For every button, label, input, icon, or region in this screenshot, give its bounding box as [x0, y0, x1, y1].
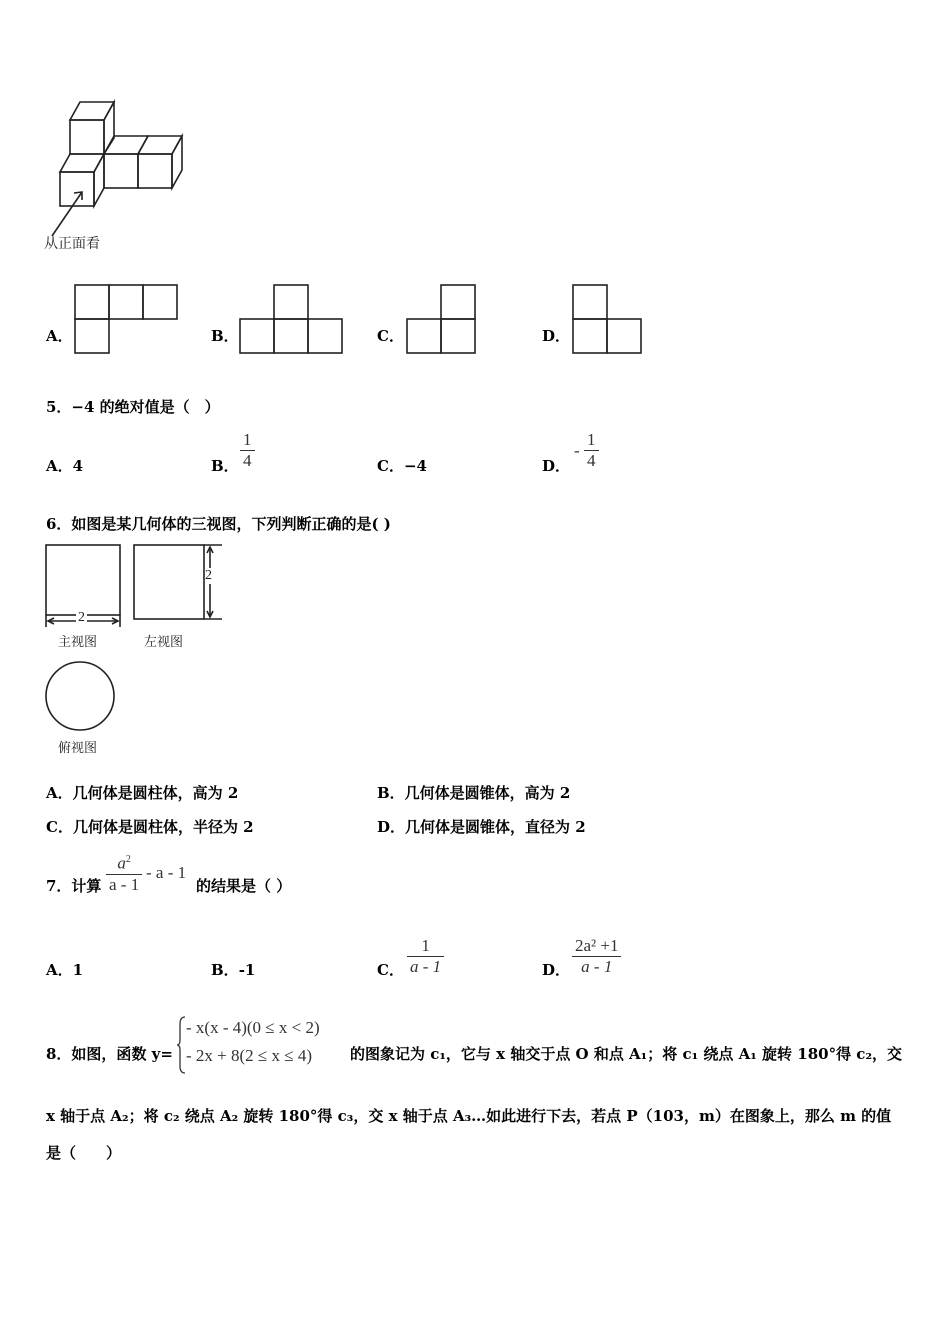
q7-d-numerator: 2a² +1	[575, 936, 619, 955]
q5-option-c-label: C．	[377, 457, 404, 475]
q7-option-b[interactable]	[211, 959, 255, 980]
q4-option-d-label[interactable]: D．	[542, 327, 571, 345]
q8-line-2: x 轴于点 A₂；将 c₂ 绕点 A₂ 旋转 180°得 c₃，交 x 轴于点 A₃…如此进行下去，若点 P（103，m）在图象上，那么 m 的值	[46, 1107, 892, 1125]
cube-figure	[44, 96, 186, 256]
q5-option-a-label: A．	[46, 457, 73, 475]
q4-option-a-label[interactable]: A．	[46, 327, 73, 345]
q5-d-numerator: 1	[587, 430, 596, 449]
left-view-label: 左视图	[144, 635, 184, 650]
front-view-dimension: 2	[78, 610, 85, 625]
q4-option-a-figure	[74, 284, 180, 354]
left-view-dimension: 2	[205, 568, 212, 583]
q7-c-denominator: a - 1	[410, 957, 442, 976]
q8-case-2: - 2x + 8(2 ≤ x ≤ 4)	[186, 1046, 312, 1065]
q5-option-b-label[interactable]: B．	[211, 457, 239, 475]
q5-option-b-fraction	[240, 430, 255, 471]
q5-stem: 5．−4 的绝对值是（ ）	[46, 398, 220, 416]
q8-case-1: - x(x - 4)(0 ≤ x < 2)	[186, 1018, 320, 1037]
q8-brace	[176, 1016, 186, 1074]
q4-option-b-label[interactable]: B．	[211, 327, 239, 345]
q4-option-b-figure	[239, 284, 345, 354]
q6-stem: 6．如图是某几何体的三视图，下列判断正确的是( )	[46, 515, 391, 533]
q5-option-d-label[interactable]: D．	[542, 457, 571, 475]
q7-option-b-text: -1	[238, 961, 256, 979]
q7-prefix: 7．计算	[46, 877, 102, 895]
q7-option-a-text: 1	[72, 961, 84, 979]
q7-option-a-label: A．	[46, 961, 73, 979]
top-view-figure	[44, 660, 118, 734]
left-view-figure	[132, 543, 227, 623]
q7-numerator-exponent: 2	[125, 854, 131, 865]
q5-option-a[interactable]	[46, 455, 83, 476]
q7-numerator-base: a	[117, 853, 126, 873]
q7-option-d-label[interactable]: D．	[542, 961, 571, 979]
q4-option-c-figure	[406, 284, 478, 354]
q7-suffix: 的结果是（ ）	[196, 877, 292, 895]
q8-prefix: 8．如图，函数 y=	[46, 1045, 173, 1063]
q7-option-c-fraction	[407, 936, 444, 977]
top-view-label: 俯视图	[58, 741, 98, 756]
q7-denominator: a - 1	[109, 874, 140, 894]
q7-option-a[interactable]	[46, 959, 83, 980]
q7-fraction	[106, 850, 142, 895]
q5-option-c[interactable]	[377, 455, 427, 476]
cube-figure-caption: 从正面看	[44, 236, 100, 252]
q7-tail: - a - 1	[146, 863, 187, 882]
q5-d-denominator: 4	[587, 451, 596, 470]
q8-line-1: 的图象记为 c₁，它与 x 轴交于点 O 和点 A₁；将 c₁ 绕点 A₁ 旋转 180°得 c₂，交	[350, 1045, 903, 1063]
q8-line-3: 是（ ）	[46, 1144, 122, 1162]
q7-option-d-fraction	[572, 936, 621, 977]
q5-option-d-fraction	[584, 430, 599, 471]
q7-option-c-label[interactable]: C．	[377, 961, 404, 979]
q5-d-sign: -	[574, 441, 580, 460]
front-view-label: 主视图	[58, 635, 98, 650]
q7-option-b-label: B．	[211, 961, 239, 979]
q5-b-denominator: 4	[243, 451, 252, 470]
q6-option-a[interactable]: A．几何体是圆柱体，高为 2	[46, 784, 239, 802]
q6-option-b[interactable]: B．几何体是圆锥体，高为 2	[377, 784, 571, 802]
q6-option-c[interactable]: C．几何体是圆柱体，半径为 2	[46, 818, 254, 836]
q4-option-d-figure	[572, 284, 644, 354]
q7-c-numerator: 1	[421, 936, 430, 955]
q7-d-denominator: a - 1	[581, 957, 613, 976]
q4-option-c-label[interactable]: C．	[377, 327, 404, 345]
q5-b-numerator: 1	[243, 430, 252, 449]
q6-option-d[interactable]: D．几何体是圆锥体，直径为 2	[377, 818, 586, 836]
q5-option-c-text: −4	[403, 457, 427, 475]
q5-option-a-text: 4	[72, 457, 84, 475]
